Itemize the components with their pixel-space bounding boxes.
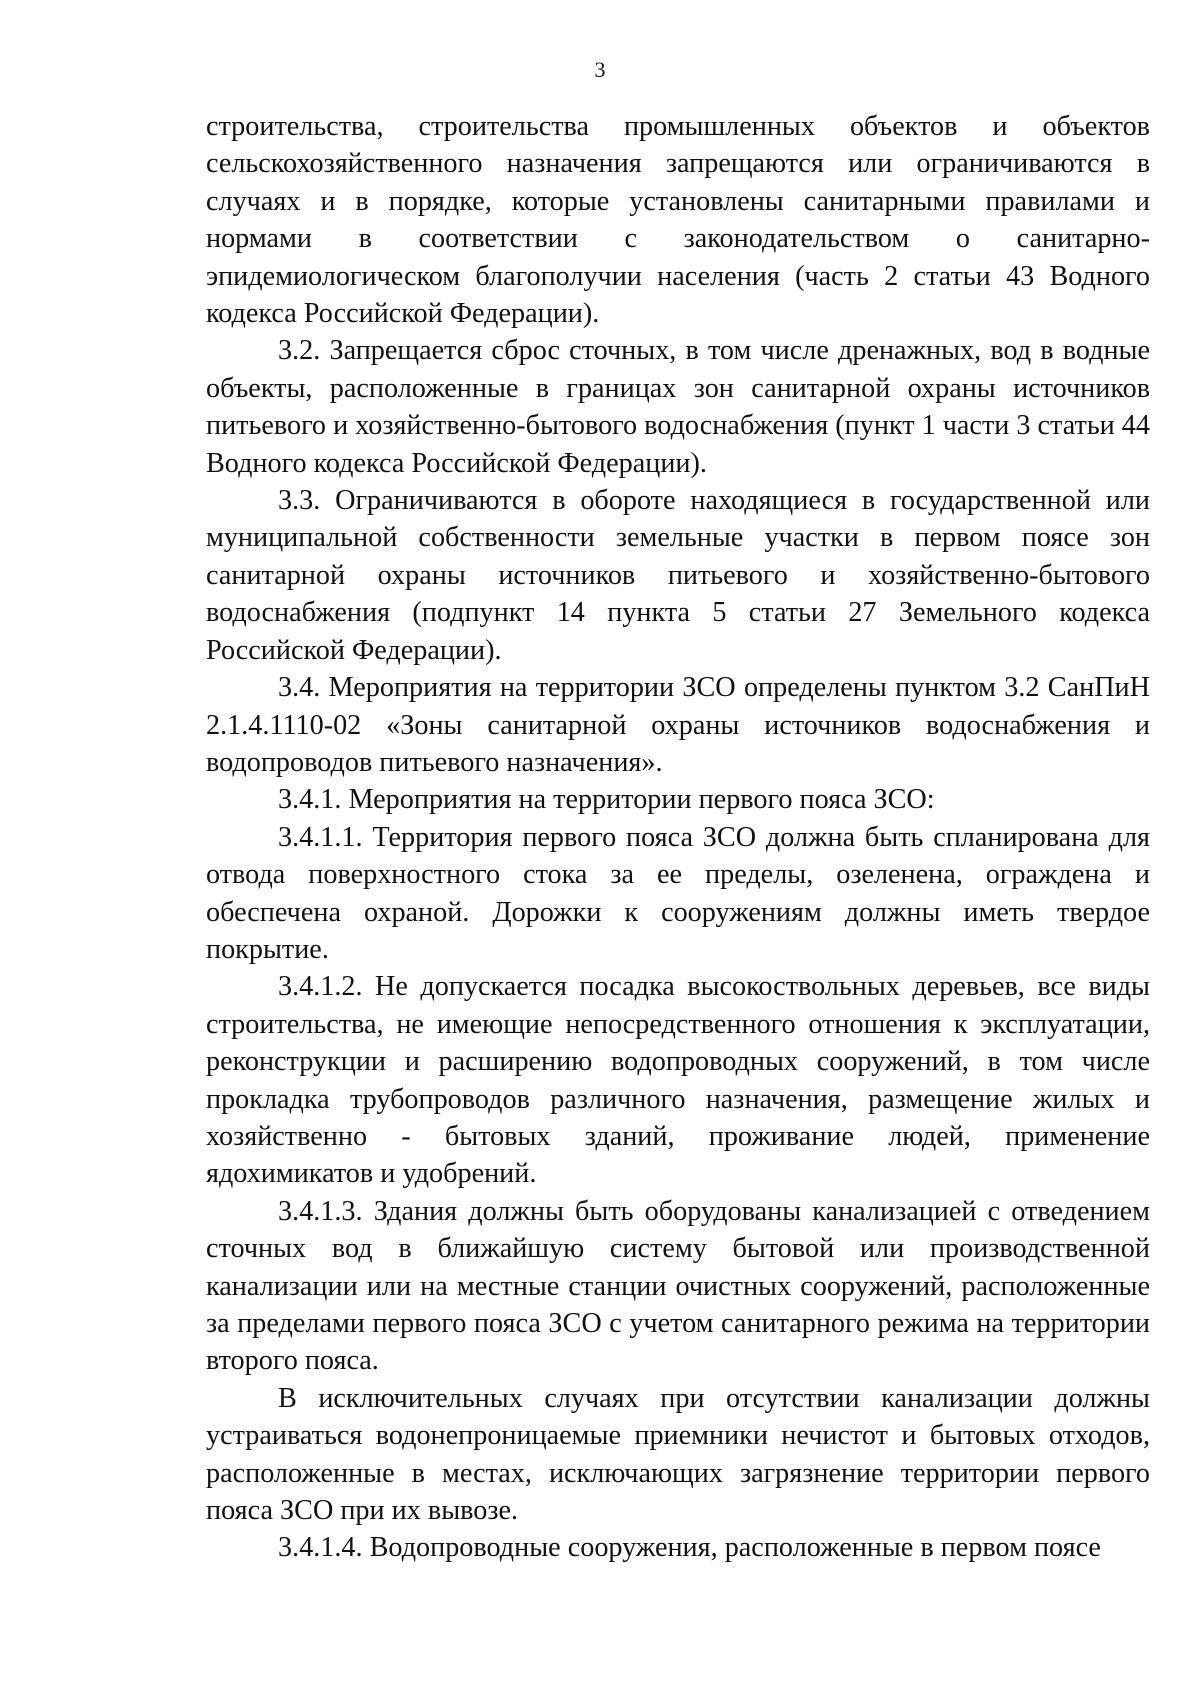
page-number: 3 [594,57,606,82]
paragraph-exceptional-cases: В исключительных случаях при отсутствии канализации должны устраиваться водонепроницаемые приемники нечистот и бытовых отходов, расположенные в местах, исключающих загрязнение территории первого пояса ЗСО при их вывозе. [206,1382,1150,1527]
paragraph-3-4-1-2: 3.4.1.2. Не допускается посадка высокоствольных деревьев, все виды строительства, не имеющие непосредственного отношения к эксплуатации, реконструкции и расширению водопроводных сооружений, в том числе прокладка трубопроводов различного назначения, размещение жилых и хозяйственно - бытовых зданий, проживание людей, применение ядохимикатов и удобрений. [206,971,1150,1190]
paragraph-3-4-1: 3.4.1. Мероприятия на территории первого пояса ЗСО: [278,784,935,816]
document-body [206,108,1150,1567]
paragraph-continuation: строительства, строительства промышленных объектов и объектов сельскохозяйственного назначения запрещаются или ограничиваются в случаях и в порядке, которые установлены санитарными правилами и нормами в соответствии с законодательством о санитарно-эпидемиологическом благополучии населения (часть 2 статьи 43 Водного кодекса Российской Федерации). [206,111,1150,330]
paragraph-3-4: 3.4. Мероприятия на территории ЗСО определены пунктом 3.2 СанПиН 2.1.4.1110-02 «Зоны санитарной охраны источников водоснабжения и водопроводов питьевого назначения». [206,672,1150,778]
paragraph-3-2: 3.2. Запрещается сброс сточных, в том числе дренажных, вод в водные объекты, расположенные в границах зон санитарной охраны источников питьевого и хозяйственно-бытового водоснабжения (пункт 1 части 3 статьи 44 Водного кодекса Российской Федерации). [206,335,1150,479]
paragraph-3-4-1-3: 3.4.1.3. Здания должны быть оборудованы канализацией с отведением сточных вод в ближайшую систему бытовой или производственной канализации или на местные станции очистных сооружений, расположенные за пределами первого пояса ЗСО с учетом санитарного режима на территории второго пояса. [206,1195,1150,1377]
paragraph-3-4-1-1: 3.4.1.1. Территория первого пояса ЗСО должна быть спланирована для отвода поверхностного стока за ее пределы, озеленена, ограждена и обеспечена охраной. Дорожки к сооружениям должны иметь твердое покрытие. [206,821,1150,965]
paragraph-3-3: 3.3. Ограничиваются в обороте находящиеся в государственной или муниципальной собственности земельные участки в первом поясе зон санитарной охраны источников питьевого и хозяйственно-бытового водоснабжения (подпункт 14 пункта 5 статьи 27 Земельного кодекса Российской Федерации). [206,485,1150,666]
paragraph-3-4-1-4: 3.4.1.4. Водопроводные сооружения, расположенные в первом поясе [278,1532,1101,1564]
